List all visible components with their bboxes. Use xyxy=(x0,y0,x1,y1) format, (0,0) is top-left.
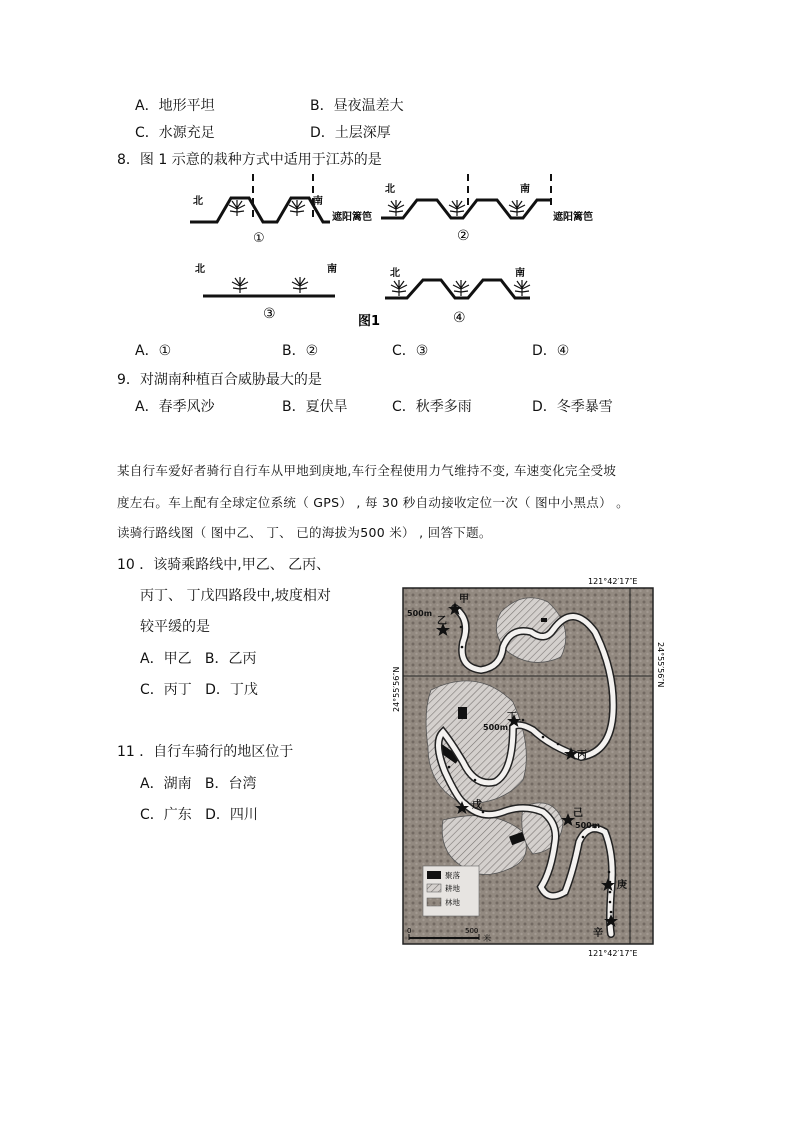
elevation-ji: 500m xyxy=(575,821,601,830)
place-ding: 丁 xyxy=(507,712,517,723)
passage-line-1: 某自行车爱好者骑行自行车从甲地到庚地,车行全程使用力气维持不变, 车速变化完全受坡 xyxy=(117,463,617,478)
fig1-label-4: ④ xyxy=(453,310,466,326)
q10-stem-line-3: 较平缓的是 xyxy=(140,619,210,635)
place-jia: 甲 xyxy=(459,594,469,605)
place-ji: 己 xyxy=(573,808,583,819)
place-wu: 戊 xyxy=(472,800,482,811)
q9-stem: 9．对湖南种植百合威胁最大的是 xyxy=(117,372,322,388)
q11-options-row-1: A．湖南 B．台湾 xyxy=(140,776,257,792)
q10-options-row-1: A．甲乙 B．乙丙 xyxy=(140,651,257,667)
q7-option-b: B．昼夜温差大 xyxy=(310,98,404,114)
q8-option-d: D．④ xyxy=(532,343,570,359)
place-geng: 庚 xyxy=(617,880,627,891)
settlement-1 xyxy=(458,707,467,719)
q7-option-c: C．水源充足 xyxy=(135,125,215,141)
map-lat-right: 24°55′56″N xyxy=(656,642,665,688)
scale-zero: 0 xyxy=(407,927,412,935)
q11-stem: 11 ．自行车骑行的地区位于 xyxy=(117,744,294,760)
q8-option-c: C．③ xyxy=(392,343,429,359)
q8-option-b: B．② xyxy=(282,343,319,359)
fig1-south: 南 xyxy=(313,196,323,207)
q9-option-c: C．秋季多雨 xyxy=(392,399,472,415)
place-xin: 辛 xyxy=(593,928,603,939)
q7-option-a: A．地形平坦 xyxy=(135,98,215,114)
q10-stem-line-2: 丙丁、 丁戊四路段中,坡度相对 xyxy=(140,588,331,604)
q9-option-b: B．夏伏旱 xyxy=(282,399,348,415)
fig4-south: 南 xyxy=(515,268,525,279)
fig2-north: 北 xyxy=(385,184,395,195)
place-yi: 乙 xyxy=(437,616,447,627)
legend-forest: 林地 xyxy=(445,898,460,907)
q7-option-d: D．土层深厚 xyxy=(310,125,391,141)
q11-options-row-2: C．广东 D．四川 xyxy=(140,807,258,823)
elevation-ding: 500m xyxy=(483,723,509,732)
settlement-4 xyxy=(541,618,547,622)
elevation-yi: 500m xyxy=(407,609,433,618)
fig1-shade-label-1: 遮阳篱笆 xyxy=(332,212,372,223)
diagram-3 xyxy=(195,262,337,322)
q8-stem: 8．图 1 示意的栽种方式中适用于江苏的是 xyxy=(117,152,382,168)
legend-settlement: 聚落 xyxy=(445,871,460,880)
fig1-label-2: ② xyxy=(457,228,470,244)
diagram-1 xyxy=(190,174,330,246)
map-lon-top: 121°42′17″E xyxy=(588,577,638,586)
cycling-route-map xyxy=(383,572,673,962)
fig4-north: 北 xyxy=(390,268,400,279)
map-lat-left: 24°55′56″N xyxy=(392,666,401,712)
figure-1-planting-diagram xyxy=(185,172,625,332)
scale-value: 500 xyxy=(465,927,479,935)
passage-line-2: 度左右。车上配有全球定位系统（ GPS） , 每 30 秒自动接收定位一次（ 图中小黑点） 。 xyxy=(117,495,629,510)
q10-stem-line-1: 10 ．该骑乘路线中,甲乙、 乙丙、 xyxy=(117,557,331,573)
map-lon-bottom: 121°42′17″E xyxy=(588,949,638,958)
figure-1-caption: 图1 xyxy=(358,314,381,329)
q9-option-a: A．春季风沙 xyxy=(135,399,215,415)
passage-line-3: 读骑行路线图（ 图中乙、 丁、 已的海拔为500 米） , 回答下题。 xyxy=(117,525,492,540)
fig1-label-1: ① xyxy=(253,231,265,246)
fig2-south: 南 xyxy=(520,184,530,195)
place-bing: 丙 xyxy=(577,750,587,761)
q9-option-d: D．冬季暴雪 xyxy=(532,399,613,415)
fig3-north: 北 xyxy=(195,264,205,275)
fig1-shade-label-2: 遮阳篱笆 xyxy=(553,212,593,223)
map-legend xyxy=(423,866,479,916)
diagram-4 xyxy=(385,266,530,326)
diagram-2 xyxy=(381,174,551,244)
fig1-north: 北 xyxy=(193,196,203,207)
q10-options-row-2: C．丙丁 D．丁戊 xyxy=(140,682,258,698)
fig1-label-3: ③ xyxy=(263,306,276,322)
legend-farmland: 耕地 xyxy=(445,884,460,893)
fig3-south: 南 xyxy=(327,264,337,275)
scale-unit: 米 xyxy=(483,934,491,943)
q8-option-a: A．① xyxy=(135,343,172,359)
